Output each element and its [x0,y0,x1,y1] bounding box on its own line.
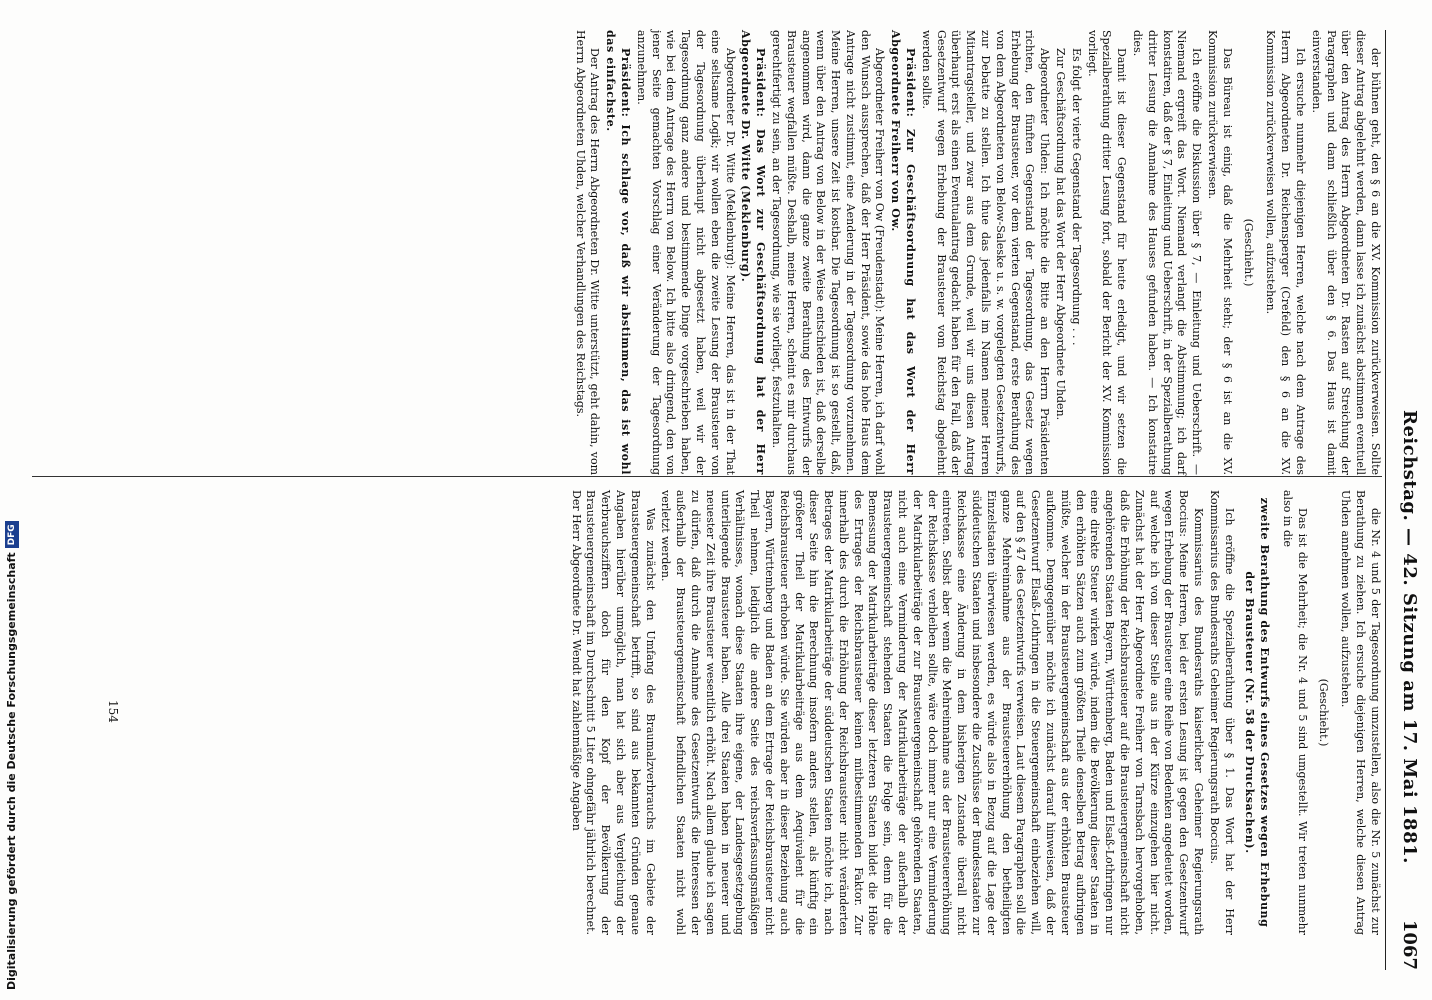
speech-ow: Abgeordneter Freiherr von Ow (Freudenstadt): Meine Herren, ich darf wohl den Wunsch aussprechen, daß der Herr Präsident, sowie das hohe Haus dem Antrage nicht zustimmt, eine Aenderung in der Tagesordnung vorzunehmen. Meine Herren, unsere Zeit ist kostbar. Die Tagesordnung ist so gestellt, daß, wenn über den Antrag von Below in der Weise entschieden ist, daß derselbe angenommen wird, dann die ganze zweite Berathung des Entwurfs der Brausteuer wegfallen müßte. Deshalb, meine Herren, scheint es mir durchaus gerechtfertigt zu sein, an der Tagesordnung, wie sie vorliegt, festzuhalten. [769,30,887,475]
paragraph: Ich eröffne die Diskussion über § 7, — Einleitung und Ueberschrift. — Niemand ergreift das Wort. Niemand verlangt die Abstimmung; ich darf konstatiren, daß der § 7, Einleitung und Ueberschrift, in der Spezialberathung dritter Lesung die Annahme des Hauses gefunden haben. — Ich konstatire dies. [1131,30,1204,475]
paragraph: Es folgt der vierte Gegenstand der Tagesordnung . . . [1069,48,1083,346]
dfg-logo: DFG [5,521,19,548]
paragraph: Das ist die Mehrheit; die Nr. 4 und 5 sind umgestellt. Wir treten nunmehr also in die [1281,490,1309,935]
paragraph: die Nr. 4 und 5 der Tagesordnung umzustellen, also die Nr. 5 zunächst zur Berathung zu ziehen. Ich ersuche diejenigen Herren, welche diesen Antrag Uhden annehmen wollen, aufzustehen. [1339,490,1382,935]
signature-mark: 154 [106,700,120,723]
running-header [1384,30,1424,970]
stage-direction: (Geschieht.) [1241,218,1255,287]
speech-praesident: Präsident: Das Wort zur Geschäftsordnung hat der Herr Abgeordnete Dr. Witte (Meklenburg). [739,30,768,475]
column-divider [32,476,1382,477]
agenda-heading: zweite Berathung des Entwurfs eines Gesetzes wegen Erhebung der Brausteuer (Nr. 58 der Drucksachen). [1243,497,1272,928]
paragraph: Was zunächst den Umfang des Braumalzverbrauchs im Gebiete der Brausteuergemeinschaft betrifft, so sind aus bekannten Gründen genaue Angaben hierüber unmöglich, man hat sich aber aus Vergleichung der Verbrauchsziffern doch für den Kopf der Bevölkerung der Brausteuergemeinschaft im Durchschnitt 5 Liter ohngefähr jährlich berechnet. Der Herr Abgeordnete Dr. Wendt hat zahlenmäßige Angaben [569,490,657,935]
speech-praesident: Präsident: Ich schlage vor, daß wir abstimmen, das ist wohl das einfachste. [604,30,632,475]
digitization-credit [2,520,22,990]
paragraph: der bühnen geht, den § 6 an die XV. Kommission zurückverweisen. Sollte dieser Antrag abgelehnt werden, dann lasse ich zunächst abstimmen eventuell über den Antrag des Herrn Abgeordneten Dr. Rasten auf Streichung der Paragraphen und dann schließlich über den § 6. Das Haus ist damit einverstanden. [1309,30,1382,475]
speech-praesident: Präsident: Zur Geschäftsordnung hat das Wort der Herr Abgeordnete Freiherr von Ow. [889,30,918,475]
digitization-credit-text [2,520,22,990]
speech-uhden: Abgeordneter Uhden: Ich möchte die Bitte an den Herrn Präsidenten richten, den fünften Gegenstand der Tagesordnung, das Gesetz wegen Erhebung der Brausteuer, vor dem vierten Gegenstand, erste Berathung des von dem Abgeordneten von Below-Saleske u. s. w. vorgelegten Gesetzentwurfs, zur Debatte zu stellen. Ich thue das jedenfalls im Namen meiner Herren Mitantragsteller, und zwar aus dem Grunde, weil wir uns diesen Antrag überhaupt erst als einen Eventualantrag gedacht haben für den Fall, daß der Gesetzentwurf wegen Erhebung der Brausteuer vom Reichstag abgelehnt werden sollte. [919,30,1052,475]
page-number: 1067 [1399,919,1420,970]
header-title: Reichstag. — 42. Sitzung am 17. Mai 1881. [1399,410,1420,864]
speech-boccius: Kommissarius des Bundesraths kaiserlicher Geheimer Regierungsrath Boccius: Meine Herren, bei der ersten Lesung ist gegen den Gesetzentwurf wegen Erhebung der Brausteuer eine Reihe von Bedenken angedeutet worden, auf welche ich von dieser Stelle aus in der Kürze einzugehen hier nicht. Zunächst hat der Herr Abgeordnete Freiherr von Tarnsbach hervorgehoben, daß die Erhöhung der Reichsbrausteuer auf die Brausteuergemeinschaft nicht angehörenden Staaten Bayern, Württemberg, Baden und Elsaß-Lothringen nur eine direkte Steuer wirken würde, indem die Bevölkerung dieser Staaten in den erhöhten Sätzen auch zum größten Theile denselben Betrag aufbringen müßte, welcher in der Brausteuergemeinschaft aus der erhöhten Brausteuer aufkomme. Demgegenüber möchte ich zunächst darauf hinweisen, daß der Gesetzentwurf Elsaß-Lothringen in die Steuergemeinschaft einbeziehen will, auf den § 47 des Gesetzentwurfs verweisen. Laut diesem Paragraphen soll die ganze Mehreinnahme aus der Brausteuererhöhung den betheiligten Einzelstaaten überwiesen werden, es würde also in Bezug auf die Lage der süddeutschen Staaten und insbesondere die Zuschüsse der Bundesstaaten zur Reichskasse eine Änderung in dem bisherigen Zustande überall nicht eintreten. Selbst aber wenn die Mehreinnahme aus der Brausteuererhöhung der Reichskasse verbleiben sollte, wäre doch immer nur eine Verminderung der Matrikularbeiträge der zur Brausteuergemeinschaft gehörenden Staaten, nicht auch eine Verminderung der Matrikularbeiträge der außerhalb der Brausteuergemeinschaft stehenden Staaten die Folge sein, denn für die Bemessung der Matrikularbeiträge dieser letzteren Staaten bildet die Höhe des Ertrages der Reichsbrausteuer keinen mitbestimmenden Faktor. Zur innerhalb des durch die Erhöhung der Reichsbrausteuer nicht veränderten Betrages der Matrikularbeiträge der süddeutschen Staaten möchte ich, nach dieser Seite hin die Berechnung insofern anders stellen, als künftig ein größerer Theil der Matrikularbeiträge aus dem Aequivalent für die Reichsbrausteuer erhoben würde. Sie würden aber in dieser Beziehung auch Bayern, Württemberg und Baden an dem Ertrage der Reichsbrausteuer nicht Theil nehmen, lediglich die andere Seite des reichsverfassungsmäßigen Verhältnisses, wonach diese Staaten ihre eigene, der Landesgesetzgebung unterliegende Brausteuer haben. Alle drei Staaten haben in neuerer und neuester Zeit ihre Brausteuer wesentlich erhöht. Nach allem glaube ich sagen zu dürfen, daß durch die Annahme des Gesetzentwurfs die Interessen der außerhalb der Brausteuergemeinschaft befindlichen Staaten nicht wohl verletzt werden. [659,490,1206,935]
speech-witte: Abgeordneter Dr. Witte (Meklenburg): Meine Herren, das ist in der That eine seltsame Logik; wir wollen eben die zweite Lesung der Brausteuer von der Tagesordnung überhaupt nicht abgesetzt haben, weil wir der Tagesordnung ganz andere und bestimmende Dinge vorgeschrieben haben, wie bei dem Antrage des Herrn von Below. Ich bitte also dringend, den von jener Seite gemachten Vorschlag einer Veränderung der Tagesordnung anzunehmen. [634,30,737,475]
paragraph: Ich eröffne die Spezialberathung über § 1. Das Wort hat der Herr Kommissarius des Bundesraths Geheimer Regierungsrath Boccius. [1207,490,1236,935]
paragraph: Zur Geschäftsordnung hat das Wort der Herr Abgeordnete Uhden. [1054,48,1068,421]
paragraph: Der Antrag des Herrn Abgeordneten Dr. Witte unterstützt, geht dahin, vom Herrn Abgeordneten Uhden, welcher Verhandlungen des Reichstags. [573,30,602,475]
paragraph: Das Büreau ist einig, daß die Mehrheit steht; der § 6 ist an die XV. Kommission zurückverwiesen. [1206,30,1234,475]
left-column [571,30,1382,475]
digitization-note: Digitalisierung gefördert durch die Deutsche Forschungsgemeinschaft [5,552,18,990]
right-column [567,490,1382,935]
header-rule [1385,30,1386,970]
stage-direction: (Geschieht.) [1316,678,1330,747]
paragraph: Ich ersuche nunmehr diejenigen Herren, welche nach dem Antrage des Herrn Abgeordneten Dr. Reichensperger (Crefeld) den § 6 an die XV. Kommission zurückverweisen wollen, aufzustehen. [1264,30,1308,475]
paragraph: Damit ist dieser Gegenstand für heute erledigt, und wir setzen die Spezialberathung dritter Lesung fort, sobald der Bericht der XV. Kommission vorliegt. [1085,30,1129,475]
